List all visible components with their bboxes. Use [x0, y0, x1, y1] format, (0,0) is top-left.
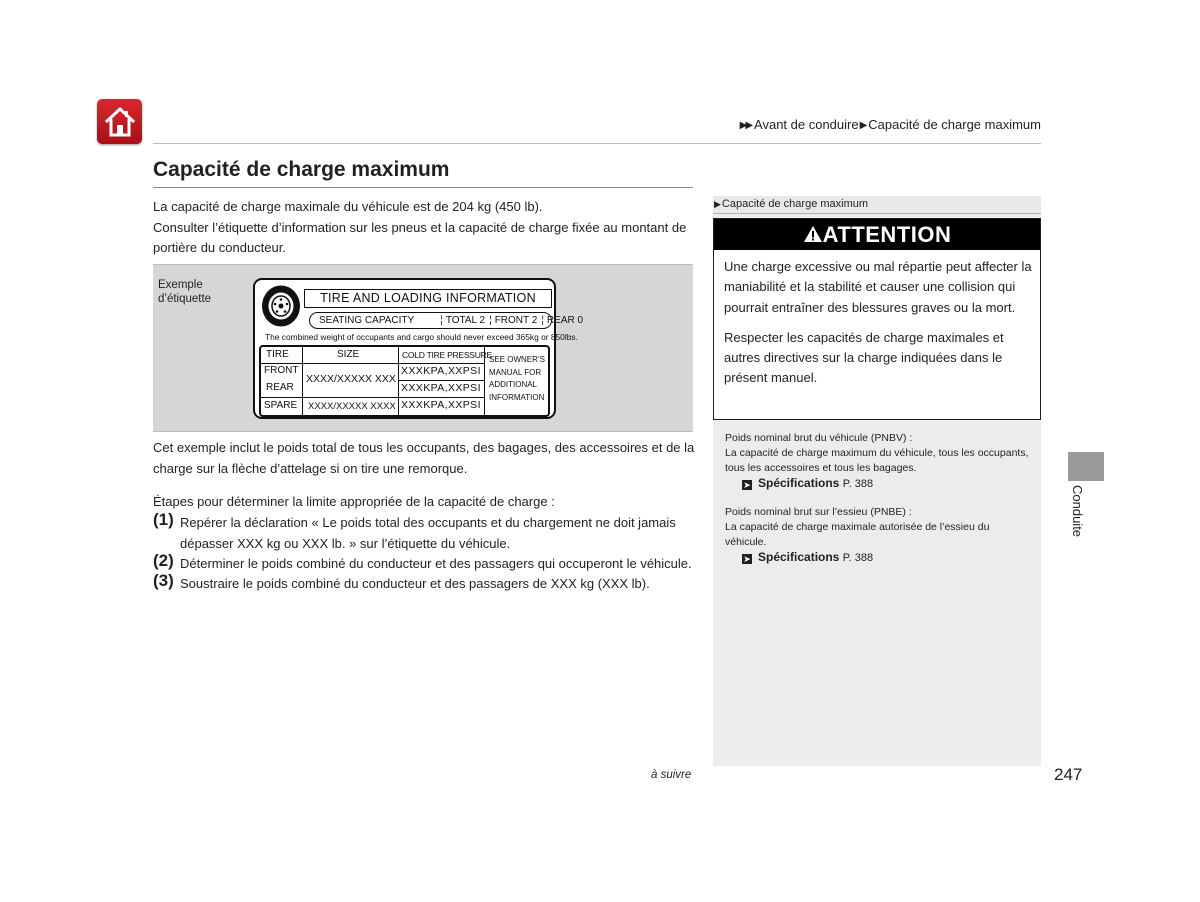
- home-icon: [103, 106, 137, 138]
- warning-paragraph: Respecter les capacités de charge maximales et autres directives sur la charge indiquées dans le présent manuel.: [724, 329, 1004, 386]
- tire-loading-label: [253, 278, 584, 419]
- note-text: La capacité de charge maximale autorisée de l’essieu du véhicule.: [725, 521, 990, 548]
- figure-caption: [158, 278, 211, 306]
- page-title: Capacité de charge maximum: [153, 158, 450, 181]
- arrow-link-icon: ➤: [743, 480, 751, 490]
- pressure-rear: XXXKPA,XXPSI: [401, 382, 481, 394]
- home-button[interactable]: [97, 99, 142, 144]
- pnbe-note: [725, 505, 1030, 566]
- label-title: TIRE AND LOADING INFORMATION: [304, 289, 552, 308]
- reference-icon: ▶: [714, 199, 721, 209]
- combined-weight-note: The combined weight of occupants and cargo should never exceed 365kg or 850lbs.: [265, 332, 578, 342]
- size-main: XXXX/XXXXX XXX: [306, 373, 396, 385]
- breadcrumb: [740, 117, 1041, 132]
- arrow-link-icon: ➤: [743, 554, 751, 564]
- note-text: La capacité de charge maximum du véhicule, tous les occupants, tous les accessoires et tous les bagages.: [725, 447, 1029, 474]
- example-explanation: [153, 438, 698, 479]
- breadcrumb-parent[interactable]: Avant de conduire: [754, 117, 859, 132]
- seating-total: TOTAL 2: [445, 315, 486, 326]
- intro-text: [153, 197, 698, 259]
- spec-reference[interactable]: [725, 476, 1030, 492]
- see-line: ADDITIONAL: [489, 380, 538, 389]
- steps-intro: Étapes pour déterminer la limite appropriée de la capacité de charge :: [153, 494, 555, 509]
- warning-box: [713, 218, 1041, 420]
- seating-capacity: SEATING CAPACITY: [319, 315, 415, 326]
- step-number: (3): [153, 571, 174, 590]
- spec-reference[interactable]: [725, 550, 1030, 566]
- step-text: Repérer la déclaration « Le poids total des occupants et du chargement ne doit jamais: [180, 515, 676, 530]
- see-line: INFORMATION: [489, 392, 545, 402]
- step-number: (2): [153, 551, 174, 570]
- triangle-icon: ▶: [859, 120, 868, 131]
- tire-pressure-table: [259, 345, 550, 417]
- ref-label[interactable]: Spécifications: [758, 550, 840, 564]
- sidebar-header: [713, 196, 1041, 214]
- step-number: (1): [153, 510, 174, 529]
- chapter-tab-label[interactable]: Conduite: [1070, 485, 1085, 538]
- see-line: MANUAL FOR: [489, 367, 542, 377]
- see-owners-manual: [489, 354, 545, 404]
- warning-title: ATTENTION: [822, 222, 952, 247]
- ref-page: P. 388: [842, 478, 874, 490]
- page-number: 247: [1054, 765, 1083, 784]
- warning-triangle-icon: [803, 225, 823, 243]
- text-line: charge sur la flèche d’attelage si on tire une remorque.: [153, 460, 468, 476]
- warning-paragraph: Une charge excessive ou mal répartie peut affecter la maniabilité et la stabilité et causer une collision qui pourrait entraîner des blessures graves ou la mort.: [724, 259, 1032, 315]
- row-front: FRONT: [264, 365, 299, 376]
- step-text: dépasser XXX kg ou XXX lb. » sur l’étiquette du véhicule.: [180, 535, 511, 551]
- pressure-front: XXXKPA,XXPSI: [401, 365, 481, 377]
- intro-line: Consulter l’étiquette d’information sur les pneus et la capacité de charge fixée au montant de: [153, 219, 687, 235]
- seating-rear: REAR 0: [546, 315, 584, 326]
- row-spare: SPARE: [264, 400, 298, 411]
- col-pressure: COLD TIRE PRESSURE: [402, 350, 492, 360]
- col-size: SIZE: [337, 349, 360, 360]
- breadcrumb-current[interactable]: Capacité de charge maximum: [868, 117, 1041, 132]
- warning-body: [724, 257, 1036, 399]
- continued-note: à suivre: [651, 769, 692, 781]
- caption-line: Exemple: [158, 279, 203, 291]
- step-item: [153, 551, 698, 575]
- ref-label[interactable]: Spécifications: [758, 476, 840, 490]
- row-rear: REAR: [266, 382, 294, 393]
- intro-line: portière du conducteur.: [153, 240, 286, 255]
- col-tire: TIRE: [266, 349, 289, 360]
- header-rule: [153, 143, 1041, 144]
- size-spare: XXXX/XXXXX XXXX: [308, 401, 396, 412]
- step-item: [153, 571, 698, 595]
- pressure-spare: XXXKPA,XXPSI: [401, 399, 481, 411]
- step-item: [153, 510, 698, 554]
- title-rule: [153, 187, 693, 188]
- text-line: Cet exemple inclut le poids total de tous les occupants, des bagages, des accessoires et de la: [153, 440, 695, 455]
- chapter-tab-marker[interactable]: [1068, 452, 1104, 481]
- double-triangle-icon: ▶▶: [739, 120, 752, 131]
- tire-icon: [260, 284, 302, 328]
- warning-header: [714, 219, 1040, 250]
- step-text: Soustraire le poids combiné du conducteur et des passagers de XXX kg (XXX lb).: [180, 576, 650, 591]
- seating-capacity-row: SEATING CAPACITY ¦ TOTAL 2 ¦ FRONT 2 ¦ REAR 0: [309, 312, 552, 329]
- see-line: SEE OWNER’S: [489, 355, 546, 364]
- intro-line: La capacité de charge maximale du véhicule est de 204 kg (450 lb).: [153, 199, 543, 214]
- caption-line: d’étiquette: [158, 293, 212, 305]
- sidebar-header-text: Capacité de charge maximum: [721, 198, 869, 210]
- note-title: Poids nominal brut du véhicule (PNBV) :: [725, 432, 913, 444]
- pnbv-note: [725, 431, 1030, 492]
- ref-page: P. 388: [842, 552, 874, 564]
- label-figure: [153, 264, 693, 432]
- seating-front: FRONT 2: [494, 315, 538, 326]
- step-text: Déterminer le poids combiné du conducteur et des passagers qui occuperont le véhicule.: [180, 556, 692, 571]
- note-title: Poids nominal brut sur l’essieu (PNBE) :: [725, 506, 912, 518]
